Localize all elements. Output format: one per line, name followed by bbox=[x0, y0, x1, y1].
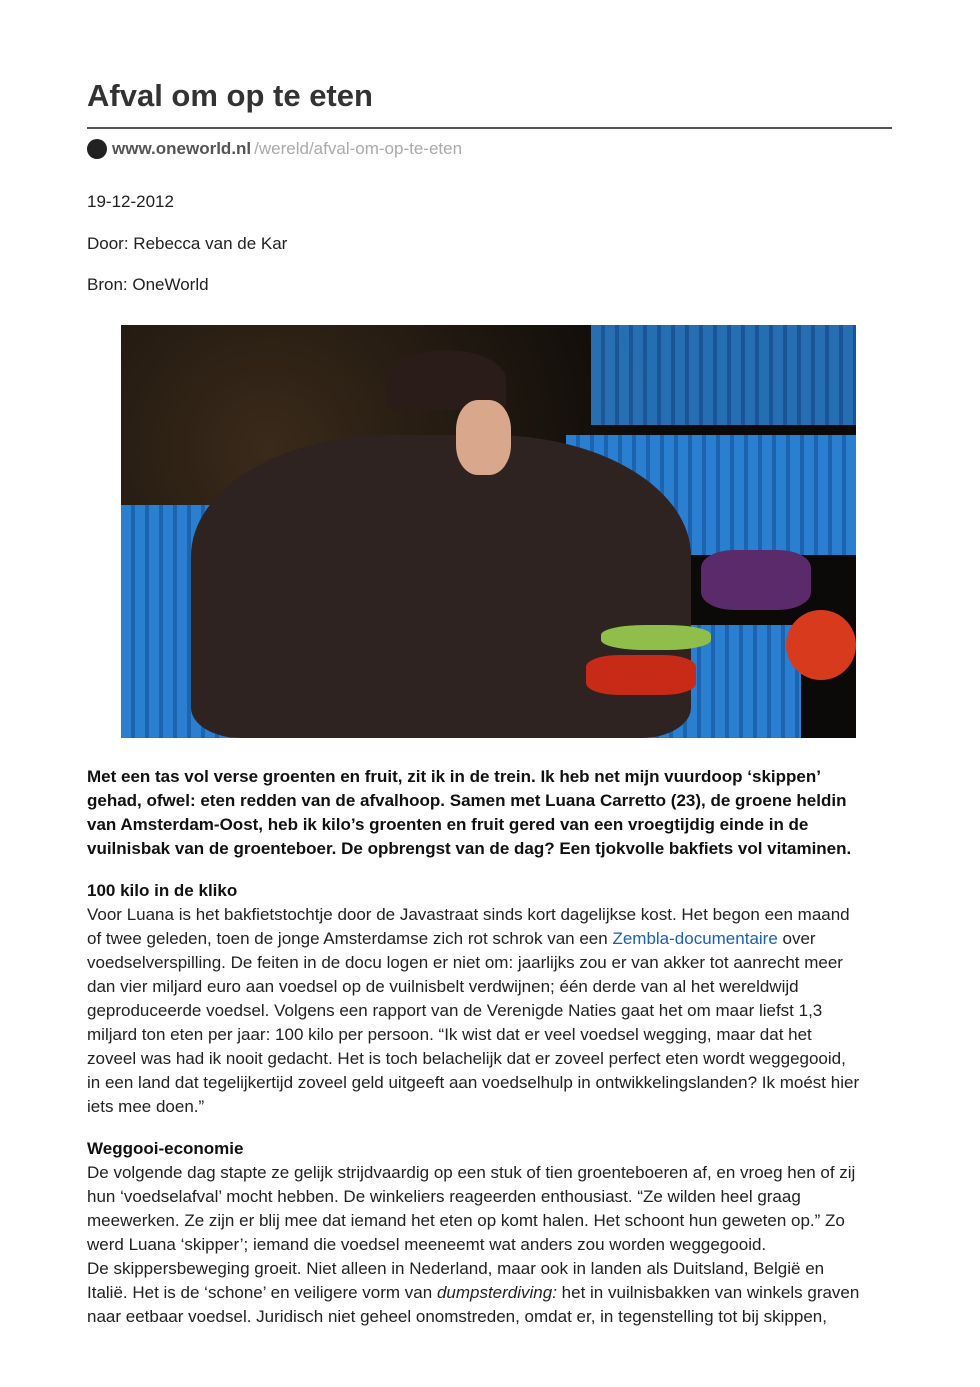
body-line: naar eetbaar voedsel. Juridisch niet geheel onomstreden, omdat er, in tegenstelling tot bij skippen, bbox=[87, 1307, 827, 1326]
body-line: iets mee doen.” bbox=[87, 1097, 205, 1116]
body-line: De skippersbeweging groeit. Niet alleen in Nederland, maar ook in landen als Duitsland, België en bbox=[87, 1259, 825, 1278]
body-line: miljard ton eten per jaar: 100 kilo per persoon. “Ik wist dat er veel voedsel wegging, maar dat het bbox=[87, 1025, 812, 1044]
author: Door: Rebecca van de Kar bbox=[87, 234, 288, 253]
article-photo bbox=[121, 325, 856, 738]
text: Italië. Het is de ‘schone’ en veiligere vorm van bbox=[87, 1283, 437, 1302]
page-title: Afval om op te eten bbox=[87, 78, 373, 113]
source-domain[interactable]: www.oneworld.nl bbox=[112, 139, 252, 158]
title-divider bbox=[87, 127, 892, 129]
intro-paragraph bbox=[87, 765, 897, 861]
zembla-link[interactable]: Zembla-documentaire bbox=[612, 929, 778, 948]
body-line bbox=[87, 1281, 897, 1305]
section-weggooi bbox=[87, 1137, 897, 1329]
text: of twee geleden, toen de jonge Amsterdamse zich rot schrok van een bbox=[87, 929, 613, 948]
body-line: werd Luana ‘skipper’; iemand die voedsel meeneemt wat anders zou worden weggegooid. bbox=[87, 1235, 767, 1254]
section-heading: 100 kilo in de kliko bbox=[87, 881, 238, 900]
body-line: meewerken. Ze zijn er blij mee dat iemand het eten op komt halen. Het schoont hun geweten op.” Zo bbox=[87, 1211, 845, 1230]
body-line: hun ‘voedselafval’ mocht hebben. De winkeliers reageerden enthousiast. “Ze wilden heel graag bbox=[87, 1187, 801, 1206]
section-kliko bbox=[87, 879, 897, 1119]
source-path[interactable]: /wereld/afval-om-op-te-eten bbox=[254, 139, 463, 158]
source-url[interactable] bbox=[87, 139, 462, 159]
body-line bbox=[87, 927, 897, 951]
intro-line: vuilnisbak van de groenteboer. De opbrengst van de dag? Een tjokvolle bakfiets vol vitaminen. bbox=[87, 839, 852, 858]
body-line: geproduceerde voedsel. Volgens een rapport van de Verenigde Naties gaat het om maar liefst 1,3 bbox=[87, 1001, 823, 1020]
intro-line: gehad, ofwel: eten redden van de afvalhoop. Samen met Luana Carretto (23), de groene heldin bbox=[87, 791, 847, 810]
body-line: voedselverspilling. De feiten in de docu logen er niet om: jaarlijks zou er van akker tot aanrecht meer bbox=[87, 953, 843, 972]
source-credit: Bron: OneWorld bbox=[87, 275, 209, 294]
body-line: dan vier miljard euro aan voedsel op de vuilnisbelt verdwijnen; één derde van al het wereldwijd bbox=[87, 977, 799, 996]
oneworld-logo-icon bbox=[87, 139, 107, 159]
section-heading: Weggooi-economie bbox=[87, 1139, 244, 1158]
body-line: Voor Luana is het bakfietstochtje door de Javastraat sinds kort dagelijkse kost. Het begon een maand bbox=[87, 905, 850, 924]
text: het in vuilnisbakken van winkels graven bbox=[556, 1283, 860, 1302]
body-line: zoveel was had ik nooit gedacht. Het is toch belachelijk dat er zoveel perfect eten wordt weggegooid, bbox=[87, 1049, 846, 1068]
body-line: in een land dat tegelijkertijd zoveel geld uitgeeft aan voedselhulp in ontwikkelingslanden? Ik moést hier bbox=[87, 1073, 860, 1092]
date: 19-12-2012 bbox=[87, 192, 174, 211]
intro-line: Met een tas vol verse groenten en fruit, zit ik in de trein. Ik heb net mijn vuurdoop ‘skippen’ bbox=[87, 767, 821, 786]
text: over bbox=[777, 929, 816, 948]
body-line: De volgende dag stapte ze gelijk strijdvaardig op een stuk of tien groenteboeren af, en vroeg hen of zij bbox=[87, 1163, 856, 1182]
intro-line: van Amsterdam-Oost, heb ik kilo’s groenten en fruit gered van een vroegtijdig einde in de bbox=[87, 815, 809, 834]
italic-term: dumpsterdiving: bbox=[436, 1283, 557, 1302]
